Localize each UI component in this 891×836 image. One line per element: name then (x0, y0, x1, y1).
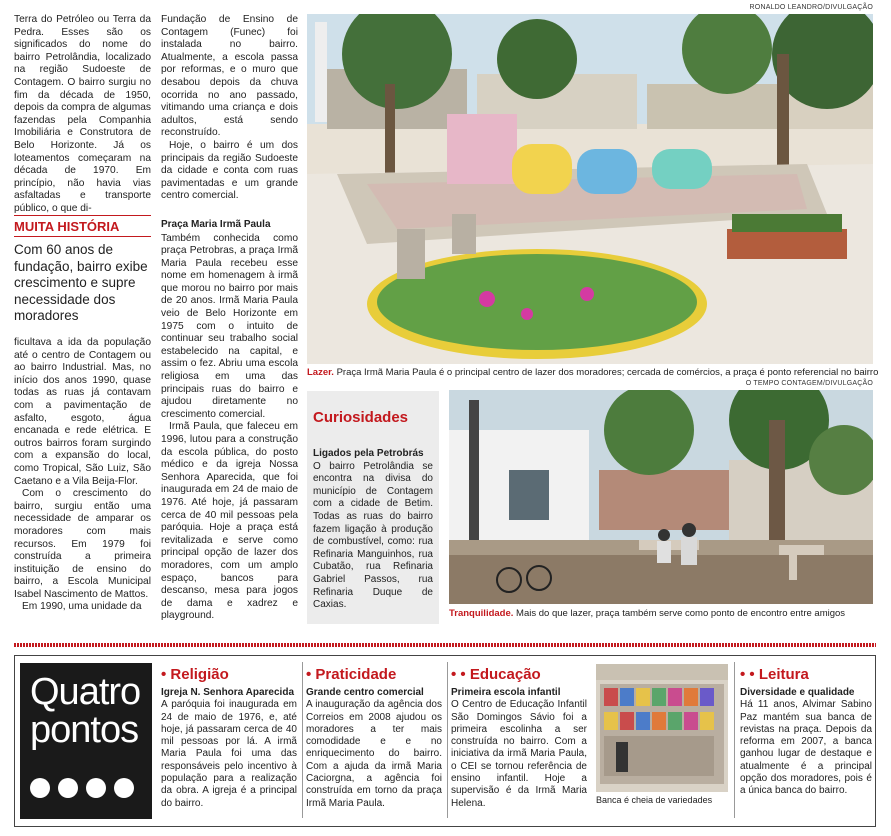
column-1 (14, 14, 151, 216)
column-separator (302, 662, 303, 818)
body-paragraph: Hoje, o bairro é um dos principais da região Sudoeste da cidade e conta com ruas pavimentadas e um grande centro comercial. (161, 139, 298, 202)
curiosidades-body (313, 448, 433, 612)
dot (114, 778, 134, 798)
body-paragraph: Em 1990, uma unidade da (22, 601, 142, 613)
body-paragraph: Fundação de Ensino de Contagem (Funec) foi instalada no bairro. Atualmente, a escola passa por reformas, e o muro que desabou depois da chuva ocorrida no ano passado, vitimando uma criança e dois adultos, está sendo reconstruído. (161, 14, 298, 139)
friends-photo (449, 390, 873, 604)
quatro-pontos-box (20, 663, 152, 819)
section-rule (14, 215, 151, 216)
plaza-photo (307, 14, 873, 364)
dot (86, 778, 106, 798)
column-heading: • Praticidade (306, 666, 397, 683)
photo-caption (307, 367, 879, 379)
curiosidades-title: Curiosidades (313, 409, 409, 426)
newsstand-caption: Banca é cheia de variedades (596, 795, 713, 805)
religiao-column (161, 666, 297, 810)
photo-credit: O TEMPO CONTAGEM/DIVULGAÇÃO (745, 380, 873, 387)
deck: Com 60 anos de fundação, bairro exibe crescimento e supre necessidade dos moradores (14, 242, 148, 323)
column-text: O Centro de Educação Infantil São Domingos Sávio foi a primeira escolinha a ser construída no bairro. Com a iniciativa da irmã Maria Paula, o CEI se tornou referência de ensino infantil. Hoje a supervisão é da Irmã Maria Helena. (451, 699, 587, 809)
column-text: Há 11 anos, Alvimar Sabino Paz mantém sua banca de revistas na praça. Depois da reforma em 2007, a banca ganhou lugar de destaque e atualmente é a principal opção dos moradores, pois é a única banca do bairro. (740, 699, 872, 797)
column-text: A paróquia foi inaugurada em 24 de maio de 1976, e, até hoje, já passaram cerca de 40 mil pessoas por lá. A irmã Maria Paula foi uma das responsáveis pelo incentivo à população para a realização da obra. A igreja é a principal do bairro. (161, 699, 297, 809)
dot (58, 778, 78, 798)
newsstand-photo (596, 664, 728, 792)
column-subhead: Grande centro comercial (306, 687, 424, 698)
column-2 (161, 14, 298, 623)
photo-caption (449, 608, 873, 620)
column-subhead: Igreja N. Senhora Aparecida (161, 687, 295, 698)
column-subhead: Primeira escola infantil (451, 687, 561, 698)
title-line: pontos (30, 709, 139, 751)
dots-decoration (30, 778, 134, 803)
body-paragraph: Irmã Paula, que faleceu em 1996, lutou para a construção da escola pública, do posto médico e da igreja Nossa Senhora Aparecida, que foi inaugurada em 24 de maio de 1976. Até hoje, já passaram cerca de 40 mil pessoas pela paróquia. Hoje a praça está revitalizada e serve como principal opção de lazer dos moradores, com um amplo espaço, bancos para descanso, mesa para jogos de dama e xadrez e playground. (161, 421, 298, 622)
quatro-pontos-title (30, 673, 140, 749)
praticidade-column (306, 666, 442, 810)
body-paragraph: Com o crescimento do bairro, surgiu então uma necessidade de amparar os moradores com mais recursos. Em 1979 foi construída a primeira instituição de ensino do bairro, a Escola Municipal Isabel Nascimento de Mattos. (14, 488, 151, 600)
column-heading: • Religião (161, 666, 229, 683)
leitura-column (740, 666, 872, 798)
curiosidades-subhead: Ligados pela Petrobrás (313, 448, 424, 459)
photo-credit: RONALDO LEANDRO/DIVULGAÇÃO (749, 4, 873, 11)
dot (30, 778, 50, 798)
curiosidades-box (307, 391, 439, 624)
section-rule-2 (14, 236, 151, 237)
caption-label: Tranquilidade. (449, 608, 514, 619)
body-paragraph: Também conhecida como praça Petrobras, a praça Irmã Maria Paula recebeu esse nome em homenagem à irmã que morou no bairro por mais de 20 anos. Irmã Maria Paula veio de Belo Horizonte em 1975 com o intuito de continuar seu trabalho social estabelecido na capital, e assim o fez. Abriu uma escola religiosa em uma das principais ruas do bairro e ajudou diretamente no crescimento comercial. (161, 232, 298, 420)
column-heading: • • Leitura (740, 666, 809, 683)
section-title: MUITA HISTÓRIA (14, 219, 120, 234)
intro-paragraph: Terra do Petróleo ou Terra da Pedra. Esses são os significados do nome do bairro Petrolândia, localizado na região Sudoeste de Contagem. O bairro surgiu no fim da década de 1950, depois da compra de algumas fazendas pela Companhia Imobiliária e Construtora de Belo Horizonte. Já os loteamentos começaram na década de 1970. Em princípio, não havia vias asfaltadas e transporte público, o que di- (14, 14, 151, 214)
title-line: Quatro (30, 671, 141, 713)
body-paragraph: ficultava a ida da população até o centro de Contagem ou ao bairro Industrial. Mas, no início dos anos 1990, quase todas as ruas já contavam com a pavimentação de asfalto, esgoto, água encanada e rede elétrica. E outros bairros foram surgindo com a expansão do local, como Tropical, São Luiz, São Caetano e a Vila Beija-Flor. (14, 337, 151, 487)
column-separator (734, 662, 735, 818)
caption-text: Mais do que lazer, praça também serve como ponto de encontro entre amigos (516, 608, 846, 619)
column-subhead: Diversidade e qualidade (740, 687, 855, 698)
column-separator (447, 662, 448, 818)
subhead: Praça Maria Irmã Paula (161, 218, 271, 230)
caption-text: Praça Irmã Maria Paula é o principal centro de lazer dos moradores; cercada de comércios, a praça é ponto referencial no bairro (336, 367, 879, 378)
column-heading: • • Educação (451, 666, 541, 683)
curiosidades-text: O bairro Petrolândia se encontra na divisa do município de Contagem com a cidade de Betim. Todas as ruas do bairro fazem ligação à produção de combustível, como: rua Refinaria Manguinhos, rua Cubatão, rua Refinaria Gabriel Passos, rua Refinaria Duque de Caxias. (313, 460, 433, 611)
caption-label: Lazer. (307, 367, 334, 378)
column-text: A inauguração da agência dos Correios em 2008 ajudou os moradores a ter mais comodidade e e no enriquecimento do bairro. Com a ajuda da irmã Maria Caciorgna, a agência foi construída em torno da praça Irmã Maria Paula. (306, 699, 442, 809)
column-1-body (14, 337, 151, 614)
educacao-column (451, 666, 587, 810)
divider (14, 643, 876, 647)
